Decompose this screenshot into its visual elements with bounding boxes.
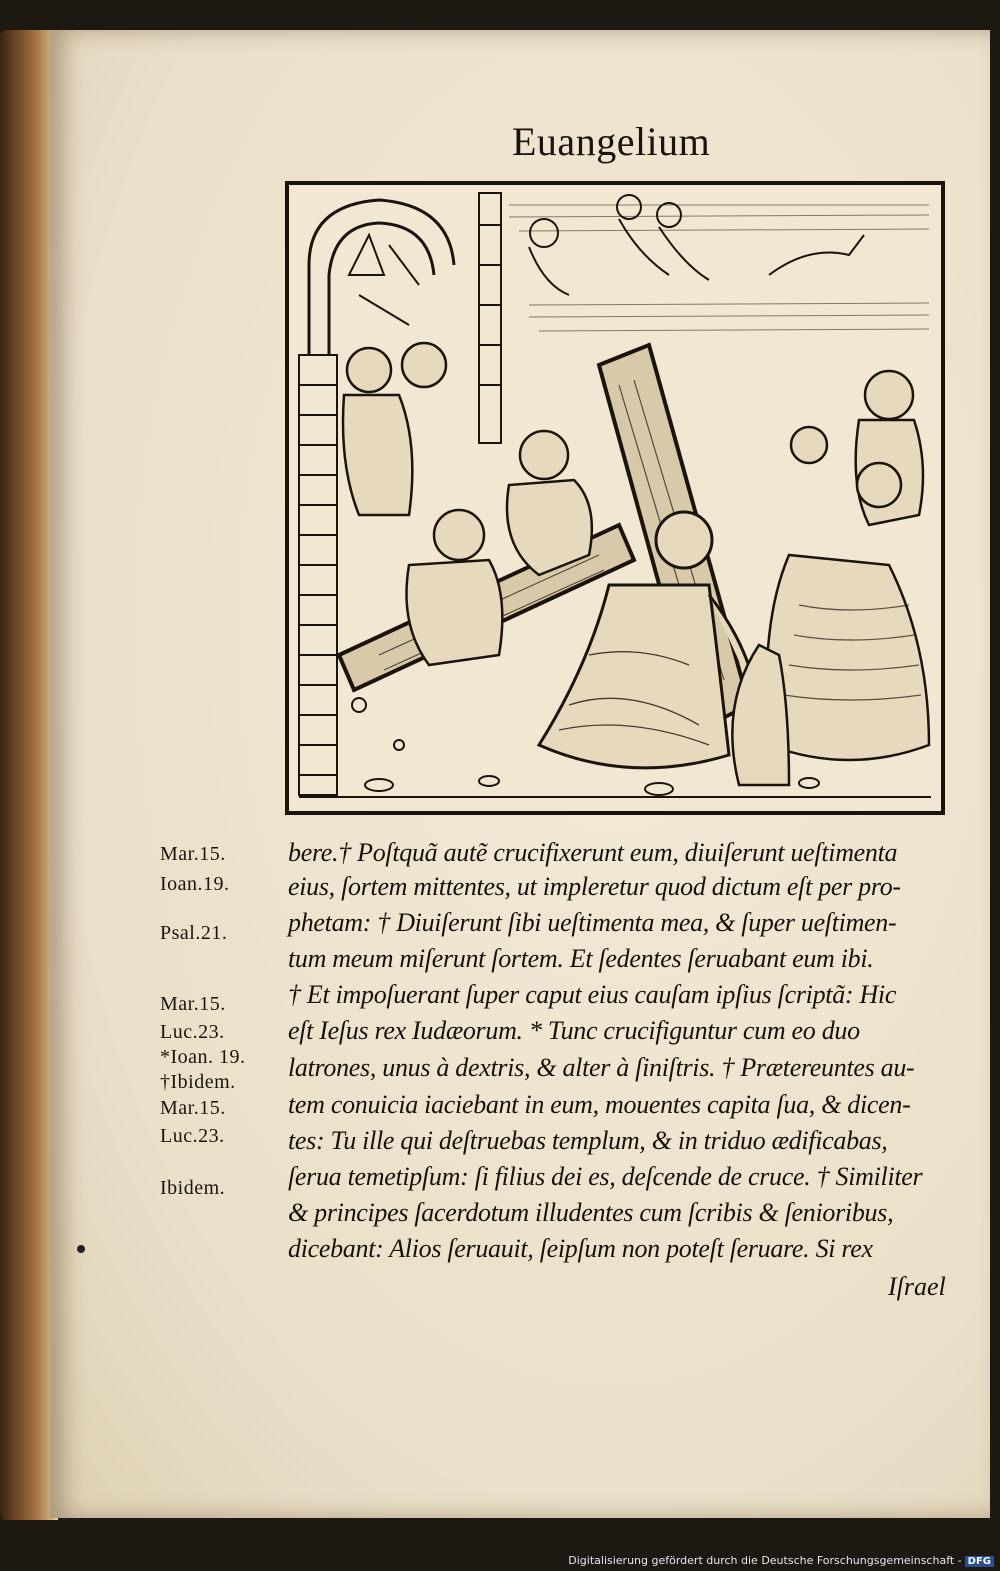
body-text-line: ſerua temetipſum: ſi filius dei es, deſcende de cruce. † Similiter: [288, 1162, 923, 1191]
margin-reference: Luc.23.: [160, 1021, 225, 1043]
ink-dot: [77, 1245, 85, 1253]
margin-reference: Ibidem.: [160, 1177, 226, 1199]
page-title: Euangelium: [512, 119, 711, 164]
body-text-line: dicebant: Alios ſeruauit, ſeipſum non poteſt ſeruare. Si rex: [288, 1234, 873, 1263]
margin-reference: Mar.15.: [160, 843, 226, 865]
dfg-logo: DFG: [965, 1556, 994, 1567]
body-text-line: & principes ſacerdotum illudentes cum ſcribis & ſenioribus,: [288, 1198, 894, 1227]
digitization-credit: [568, 1554, 994, 1567]
margin-reference: †Ibidem.: [160, 1071, 236, 1093]
margin-reference: Mar.15.: [160, 993, 226, 1015]
catchword: Iſrael: [888, 1272, 946, 1301]
body-text-line: † Et impoſuerant ſuper caput eius cauſam ipſius ſcriptã: Hic: [288, 980, 897, 1009]
body-text-line: phetam: † Diuiſerunt ſibi ueſtimenta mea, & ſuper ueſtimen-: [288, 908, 897, 937]
body-text-line: tes: Tu ille qui deſtruebas templum, & in triduo ædificabas,: [288, 1126, 888, 1155]
body-text-line: latrones, unus à dextris, & alter à ſiniſtris. † Prætereuntes au-: [288, 1053, 915, 1082]
body-text-line: bere.† Poſtquã autẽ crucifixerunt eum, diuiſerunt ueſtimenta: [288, 838, 898, 867]
body-text-line: eſt Ieſus rex Iudæorum. * Tunc crucifiguntur cum eo duo: [288, 1016, 860, 1045]
credit-text: Digitalisierung gefördert durch die Deutsche Forschungsgemeinschaft -: [568, 1554, 962, 1567]
margin-reference: Mar.15.: [160, 1097, 226, 1119]
margin-reference: Luc.23.: [160, 1125, 225, 1147]
margin-reference: Psal.21.: [160, 922, 228, 944]
body-text-line: eius, ſortem mittentes, ut impleretur quod dictum eſt per pro-: [288, 872, 901, 901]
woodcut-drawing: [289, 185, 941, 811]
margin-reference: Ioan.19.: [160, 873, 230, 895]
margin-reference: *Ioan. 19.: [160, 1046, 246, 1068]
woodcut-illustration: [285, 181, 945, 815]
body-text-line: tem conuicia iaciebant in eum, mouentes capita ſua, & dicen-: [288, 1090, 911, 1119]
body-text-line: tum meum miſerunt ſortem. Et ſedentes ſeruabant eum ibi.: [288, 944, 874, 973]
